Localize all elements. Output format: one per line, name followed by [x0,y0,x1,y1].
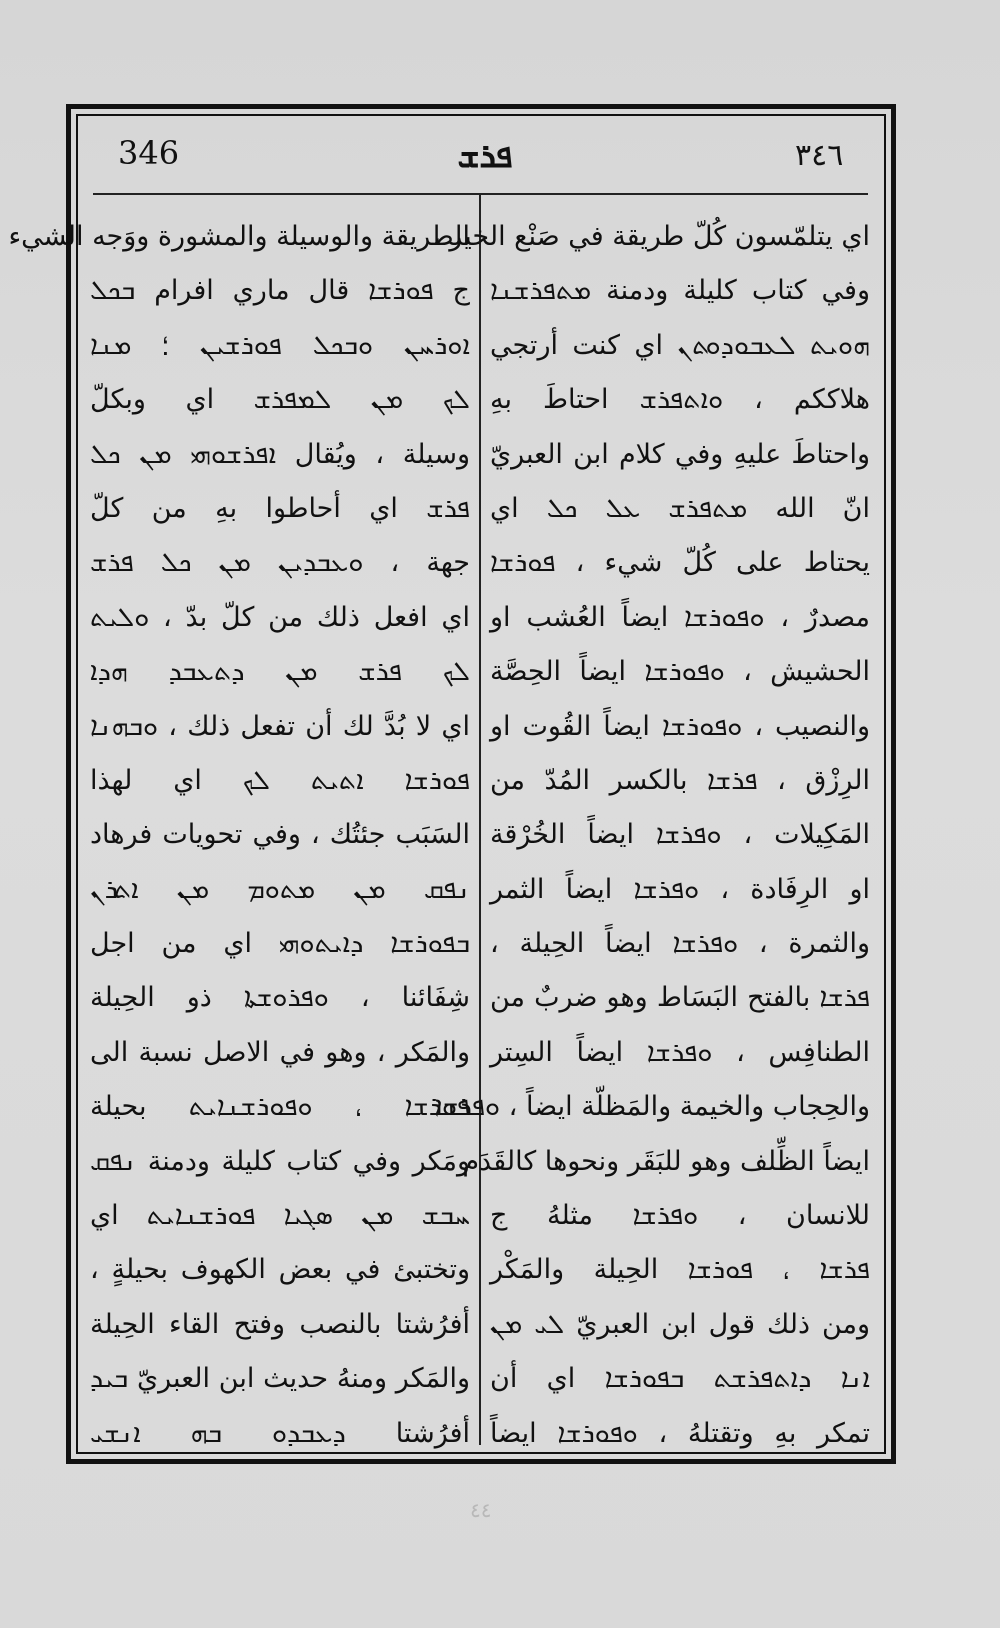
text-line: وفي كتاب كليلة ودمنة ܡܬܦܪܫܢܐ [490,275,870,307]
text-line: الطنافِس ، ܘܦܪܫܐ ايضاً السِتر [490,1036,870,1068]
text-line: والثمرة ، ܘܦܪܫܐ ايضاً الحِيلة ، [490,928,870,960]
text-line: والنصيب ، ܘܦܘܪܫܐ ايضاً القُوت او [490,710,870,742]
page-number-arabic: ٣٤٦ [795,138,844,173]
text-line: الحشيش ، ܘܦܘܪܫܐ ايضاً الحِصَّة [490,656,870,688]
text-line: المَكِيلات ، ܘܦܪܫܐ ايضاً الخُرْقة [490,819,870,851]
text-line: أفرُشتا ܕܥܒܕܘ ܒܗ ܐܢܫܝ [90,1417,470,1449]
text-line: شِفَائنا ، ܘܦܪܘܫܬܐ ذو الحِيلة [90,982,470,1014]
text-line: وسيلة ، ويُقال ܐܦܪܫܘܗܝ ܡܢ ܟܠ [90,438,470,470]
text-line: ܚܒܫ ܡܢ ܣܓܝܐ ܦܘܪܫܢܐܝܬ اي [90,1200,470,1232]
text-line: والمَكر ، وهو في الاصل نسبة الى [90,1036,470,1068]
text-line: اي يتلمّسون كُلّ طريقة في صَنْع الخير ، [432,221,870,252]
text-line: يحتاط على كُلّ شيء ، ܦܘܪܫܐ [490,547,870,579]
left-text-column [8,210,470,1461]
text-line: ܒܦܘܪܫܐ ܕܐܝܬܘܗܝ اي من اجل [90,928,470,960]
text-line: ܐܘܪܚܢ ܘܒܟܠ ܦܘܪܫܝܢ ؛ ܡܢܐ [90,329,470,361]
text-line: ومَكر وفي كتاب كليلة ودمنة ܢܦܩ [90,1145,470,1177]
text-line: والحِجاب والخيمة والمَظلّة ايضاً ، ܘܦܪܫܐ [434,1091,870,1123]
running-head: ܦܪܫ [457,136,513,176]
column-divider [479,195,481,1445]
text-line: واحتاطَ عليهِ وفي كلام ابن العبريّ [490,438,870,470]
text-line: الرِزْق ، ܦܪܫܐ بالكسر المُدّ من [490,764,870,796]
text-line: الطريقة والوسيلة والمشورة ووَجه الشيء [8,221,470,252]
text-line: ܠܟ ܡܢ ܠܡܦܪܫ اي وبكلّ [90,384,470,416]
text-line: ܦܘܪܫܐ ، ܘܦܘܪܫܢܐܝܬ بحيلة [90,1091,470,1123]
faint-footer-mark: ٤٤ [470,1498,492,1522]
page-number-latin: 346 [118,134,180,172]
text-line: ܠܟ ܦܪܫ ܡܢ ܕܬܥܒܕ ܗܕܐ [90,656,470,688]
text-line: جهة ، ܘܥܒܕܝܢ ܡܢ ܟܠ ܦܪܫ [90,547,470,579]
text-line: مصدرٌ ، ܘܦܘܪܫܐ ايضاً العُشب او [490,601,870,633]
text-line: انّ الله ܡܬܦܪܫ ܥܠ ܟܠ اي [490,492,870,524]
text-line: ج ܦܘܪܫܐ قال ماري افرام ܒܟܠ [90,275,470,307]
text-line: ܦܪܫ اي أحاطوا بهِ من كلّ [90,492,470,524]
text-line: والمَكر ومنهُ حديث ابن العبريّ ܒܝܕ [90,1363,470,1395]
text-line: ܦܪܫܐ بالفتح البَسَاط وهو ضربٌ من [490,982,870,1014]
text-line: تمكر بهِ وتقتلهُ ، ܘܦܘܪܫܐ ايضاً [490,1417,870,1449]
text-line: اي افعل ذلك من كلّ بدّ ، ܘܠܝܬ [90,601,470,633]
text-line: اي لا بُدَّ لك أن تفعل ذلك ، ܘܒܗܢܐ [90,710,470,742]
text-line: للانسان ، ܘܦܪܫܐ مثلهُ ج [490,1200,870,1232]
text-line: ܦܪܫܐ ، ܦܘܪܫܐ الحِيلة والمَكْر [490,1254,870,1286]
right-text-column [432,210,870,1461]
text-line: ܐܢܐ ܕܐܬܦܪܫܬ ܒܦܘܪܫܐ اي أن [490,1363,870,1395]
text-line: ايضاً الظِّلف وهو للبَقَر ونحوها كالقَدَم [462,1145,870,1177]
text-line: هلاككم ، ܘܐܬܦܪܫ احتاطَ بهِ [490,384,870,416]
text-line: او الرِفَادة ، ܘܦܪܫܐ ايضاً الثمر [490,873,870,905]
text-line: أفرُشتا بالنصب وفتح القاء الحِيلة [90,1308,470,1340]
text-line: ܢܦܩ ܡܢ ܡܬܘܡ ܡܢ ܐܬܪܢ [90,873,470,905]
text-line: ܦܘܪܫܐ ܐܬܝܬ ܠܟ اي لهذا [90,764,470,796]
text-line: ܗܘܝܬ ܠܥܒܘܕܘܬܢ اي كنت أرتجي [490,329,870,361]
text-line: ومن ذلك قول ابن العبريّ ܠܝ ܡܢ [490,1308,870,1340]
text-line: وتختبئ في بعض الكهوف بحيلةٍ ، [90,1254,470,1286]
text-line: السَبَب جئتُك ، وفي تحويات فرهاد [90,819,470,851]
